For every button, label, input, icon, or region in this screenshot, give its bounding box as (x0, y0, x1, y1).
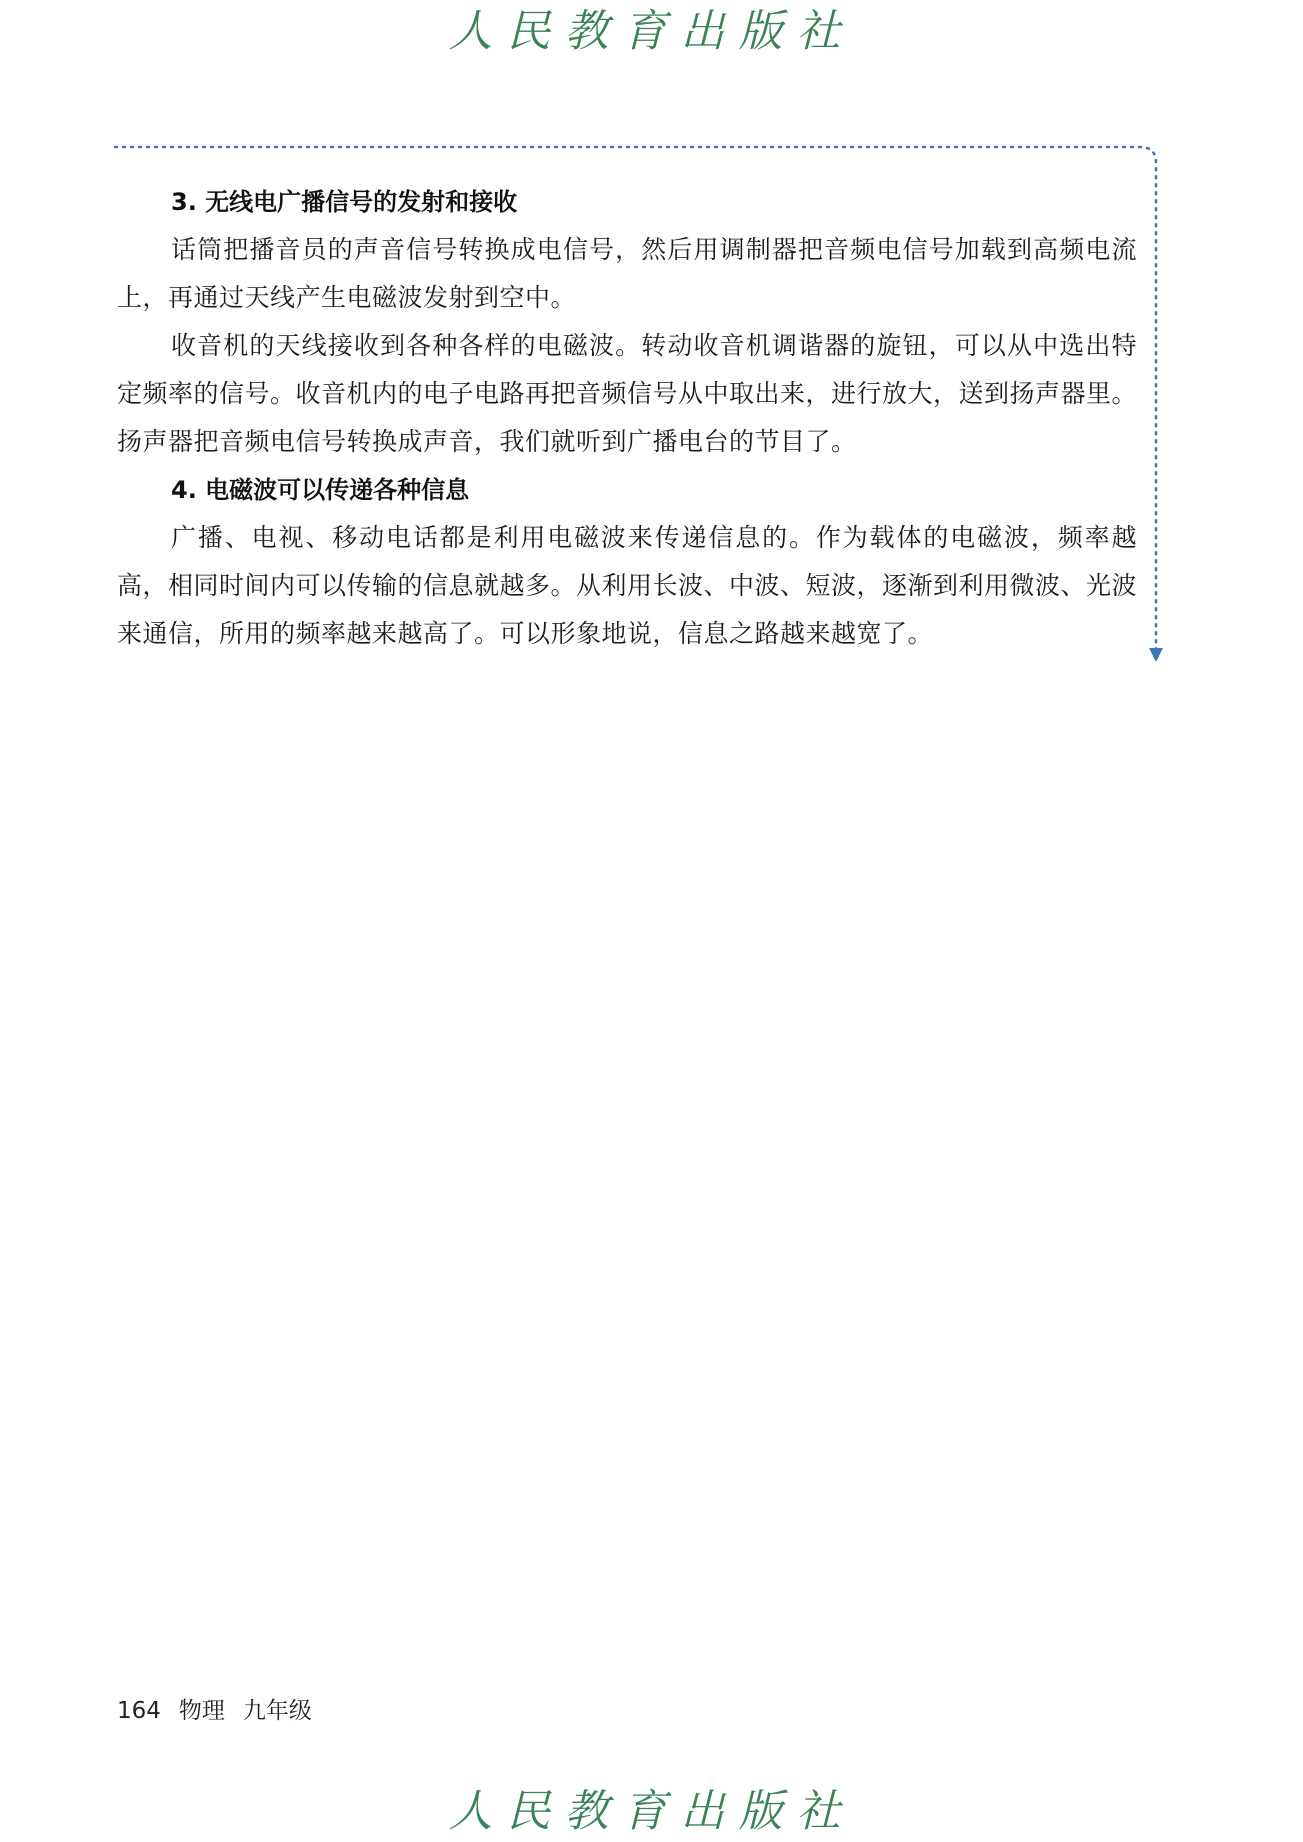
page-number: 164 (117, 1698, 161, 1724)
section-heading-4: 4. 电磁波可以传递各种信息 (171, 476, 470, 504)
publisher-watermark-bottom: 人民教育出版社 (448, 1786, 855, 1837)
paragraph-em-wave-info: 广播、电视、移动电话都是利用电磁波来传递信息的。作为载体的电磁波，频率越高，相同时间内可以传输的信息就越多。从利用长波、中波、短波，逐渐到利用微波、光波来通信，所用的频率越来越高了。可以形象地说，信息之路越来越宽了。 (117, 523, 1138, 648)
paragraph-broadcast-transmit: 话筒把播音员的声音信号转换成电信号，然后用调制器把音频电信号加载到高频电流上，再通过天线产生电磁波发射到空中。 (117, 235, 1137, 312)
footer-grade: 九年级 (242, 1698, 312, 1724)
publisher-watermark-top: 人民教育出版社 (448, 6, 855, 57)
footer-subject: 物理 (178, 1698, 225, 1724)
page-footer (117, 1692, 330, 1725)
paragraph-radio-receive: 收音机的天线接收到各种各样的电磁波。转动收音机调谐器的旋钮，可以从中选出特定频率的信号。收音机内的电子电路再把音频信号从中取出来，进行放大，送到扬声器里。扬声器把音频电信号转换成声音，我们就听到广播电台的节目了。 (117, 331, 1138, 456)
section-heading-3: 3. 无线电广播信号的发射和接收 (171, 188, 518, 216)
main-content (117, 178, 1137, 658)
